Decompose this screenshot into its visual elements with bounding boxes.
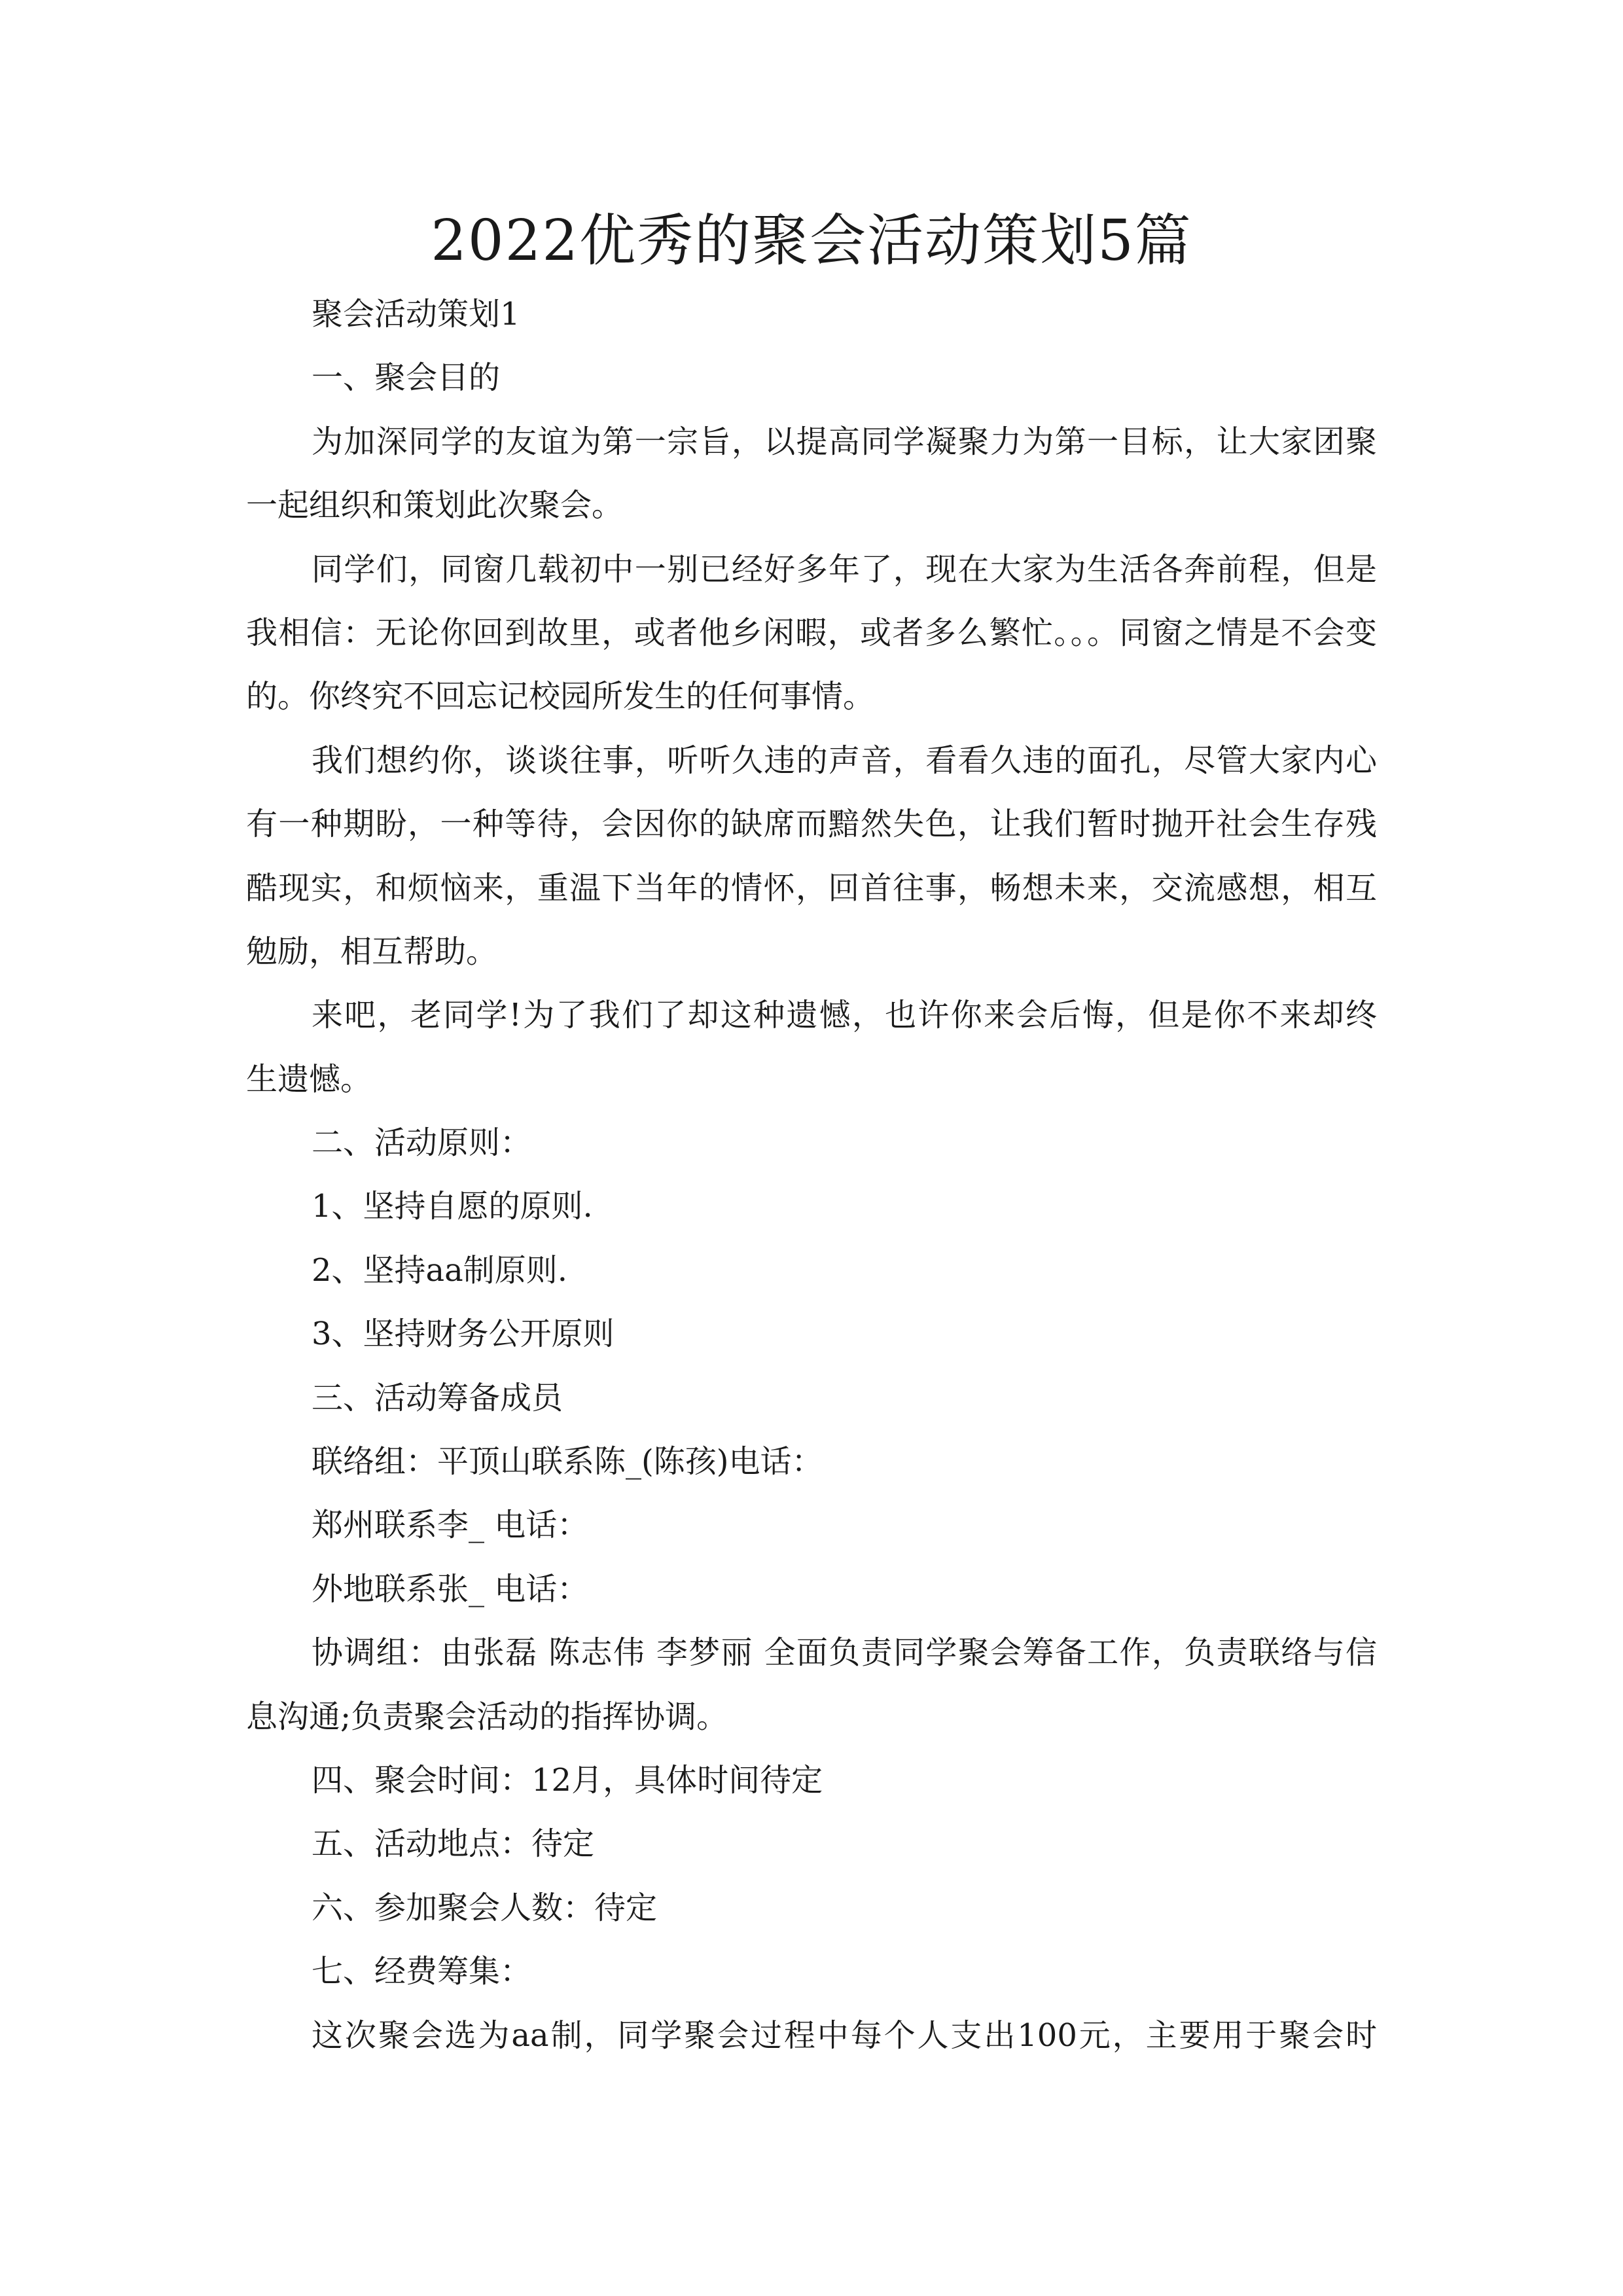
paragraph-line: 五、活动地点：待定 xyxy=(312,1825,595,1863)
paragraph-line: 有一种期盼，一种等待，会因你的缺席而黯然失色，让我们暂时抛开社会生存残 xyxy=(246,806,1377,843)
paragraph-line: 外地联系张_ 电话： xyxy=(312,1570,589,1607)
paragraph-line: 一起组织和策划此次聚会。 xyxy=(246,487,624,524)
paragraph-line: 我相信：无论你回到故里，或者他乡闲暇，或者多么繁忙。。。同窗之情是不会变 xyxy=(246,614,1377,651)
paragraph-line: 酷现实，和烦恼来，重温下当年的情怀，回首往事，畅想未来，交流感想，相互 xyxy=(246,869,1377,906)
paragraph-line: 生遗憾。 xyxy=(246,1060,372,1098)
paragraph-line: 1、坚持自愿的原则. xyxy=(312,1188,593,1225)
paragraph-line: 四、聚会时间：12月，具体时间待定 xyxy=(312,1761,823,1799)
paragraph-line: 的。你终究不回忘记校园所发生的任何事情。 xyxy=(246,678,875,715)
paragraph-line: 六、参加聚会人数：待定 xyxy=(312,1889,658,1926)
paragraph-line: 勉励，相互帮助。 xyxy=(246,933,498,970)
paragraph-line: 二、活动原则： xyxy=(312,1124,532,1162)
paragraph-line: 3、坚持财务公开原则 xyxy=(312,1316,615,1353)
paragraph-line: 聚会活动策划1 xyxy=(312,296,520,332)
document-body xyxy=(246,283,1377,2068)
paragraph-line: 联络组：平顶山联系陈_(陈孩)电话： xyxy=(312,1443,823,1480)
paragraph-line: 七、经费筹集： xyxy=(312,1953,532,1990)
paragraph-line: 郑州联系李_ 电话： xyxy=(312,1507,589,1544)
paragraph-line: 来吧，老同学!为了我们了却这种遗憾，也许你来会后悔，但是你不来却终 xyxy=(312,997,1377,1034)
paragraph-line: 这次聚会选为aa制，同学聚会过程中每个人支出100元，主要用于聚会时 xyxy=(312,2017,1377,2054)
document-title: 2022优秀的聚会活动策划5篇 xyxy=(431,208,1192,274)
paragraph-line: 一、聚会目的 xyxy=(312,359,501,397)
paragraph-line: 三、活动筹备成员 xyxy=(312,1379,563,1416)
paragraph-line: 我们想约你，谈谈往事，听听久违的声音，看看久违的面孔，尽管大家内心 xyxy=(312,742,1377,779)
paragraph-line: 息沟通;负责聚会活动的指挥协调。 xyxy=(246,1698,728,1735)
paragraph-line: 为加深同学的友谊为第一宗旨，以提高同学凝聚力为第一目标，让大家团聚 xyxy=(312,423,1377,460)
paragraph-line: 2、坚持aa制原则. xyxy=(312,1251,568,1289)
paragraph-line: 同学们，同窗几载初中一别已经好多年了，现在大家为生活各奔前程，但是 xyxy=(312,550,1377,588)
paragraph-line: 协调组：由张磊 陈志伟 李梦丽 全面负责同学聚会筹备工作，负责联络与信 xyxy=(312,1634,1377,1672)
